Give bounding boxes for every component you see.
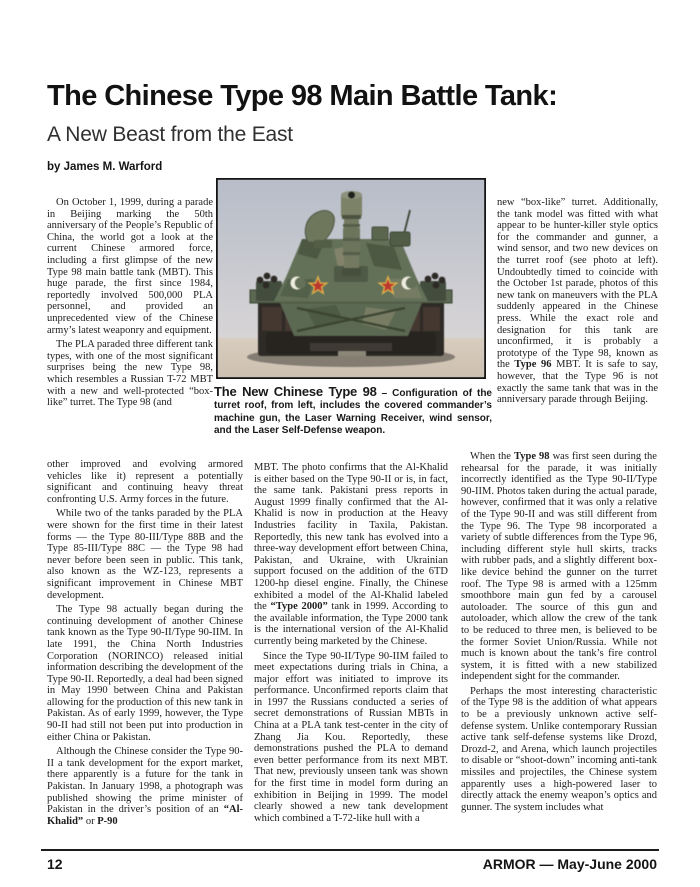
entrenching-blade [310,343,392,351]
tow-bar [338,351,366,356]
paragraph: Perhaps the most interesting characteristic of the Type 98 is the addition of what appears to be a previously unknown active self-defense system. Unlike contemporary Russian active tank self-defense systems like Drozd, Drozd-2, and Arena, which launch projectiles to disable or “shoot-down” incoming anti-tank missiles and projectiles, the Chinese system apparently uses a high-powered laser to directly attack the enemy weapon’s optics and gunner. The system includes what [461,685,657,813]
article-subtitle: A New Beast from the East [47,123,293,146]
photo-caption [214,386,492,437]
laser-self-defense-device [390,232,410,246]
column-left-bottom [47,459,243,851]
gun-bore [348,192,355,199]
paragraph: other improved and evolving armored vehicles like it) represent a potentially significant and continuing heavy threat confronting U.S. Army forces in the future. [47,459,243,505]
tank-photo-figure [214,178,492,437]
article-title: The Chinese Type 98 Main Battle Tank: [47,80,558,112]
paragraph: Since the Type 90-II/Type 90-IIM failed to meet expectations during trials in China, a major effort was initiated to improve its performance. Unconfirmed reports claim that in 1997 the Russians conducted a series of secret demonstrations of Russian MBTs in China at a PLA tank test-center in the city of Zhang Jia Kou. Reportedly, these demonstrations pushed the PLA to demand even better performance from its next MBT. That new, previously unseen tank was shown for the first time in model form during an exhibition in Beijing in 1999. The model clearly showed a new tank development which combined a T-72-like hull with a [254,650,448,824]
paragraph: When the Type 98 was first seen during the rehearsal for the parade, it was initially incorrectly identified as the Type 90-II/Type 90-IIM. Photos taken during the actual parade, however, confirmed that it was only a relative of the Type 90-II and was still different from the Type 96. The Type 98 incorporated a variety of subtle differences from the Type 96, including different style hull skirts, tracks with rubber pads, and a slightly different box-like device behind the gunner on the turret roof. The Type 98 is armed with a 125mm smoothbore main gun fed by a carousel autoloader. The source of this gun and autoloader, which allow the crew of the tank to be reduced to three men, is believed to be the former Soviet Union/Russia. While not much is known about the tank’s fire control system, it is fitted with a new stabilized independent sight for the commander. [461,451,657,683]
paragraph: MBT. The photo confirms that the Al-Khalid is either based on the Type 90-II or is, in fact, the same tank. Pakistani press reports in August 1999 finally confirmed that the Al-Khalid is now in production at the Heavy Industries facility in Taxila, Pakistan. Reportedly, this new tank has evolved into a three-way development effort between China, Pakistan, and Ukraine, with Ukrainian support focused on the addition of the 6TD 1200-hp diesel engine. Finally, the Chinese exhibited a model of the Al-Khalid labeled the “Type 2000” tank in 1999. According to the available information, the Type 2000 tank is the international version of the Al-Khalid currently being marketed by the Chinese. [254,462,448,647]
paragraph: The Type 98 actually began during the continuing development of another Chinese tank known as the Type 90-II/Type 90-IIM. In late 1991, the China North Industries Corporation (NORINCO) released initial information describing the development of the Type 90-II. Reportedly, a deal had been signed in May 1990 between China and Pakistan allowing for the production of this new tank in Pakistan. As of early 1999, however, the Type 90-II had still not been put into production in either China or Pakistan. [47,604,243,743]
laser-warning-receiver [372,227,388,240]
column-left-top [47,197,213,459]
paragraph: Although the Chinese consider the Type 90-II a tank development for the export market, there apparently is a future for the tank in Pakistan. In January 1998, a photograph was published showing the prime minister of Pakistan in the driver’s position of an “Al-Khalid” or P-90 [47,746,243,827]
paragraph: new “box-like” turret. Additionally, the tank model was fitted with what appear to be hunter-killer style optics for the commander and gunner, a wind sensor, and two new devices on the turret roof (see photo at left). Undoubtedly timed to coincide with the October 1st parade, photos of this new tank on maneuvers with the PLA suddenly appeared in the Chinese press. While the exact role and designation for this tank are unconfirmed, it is probably a prototype of the Type 98, known as the Type 96 MBT. It is safe to say, however, that the Type 96 is not exactly the same tank that was in the anniversary parade through Beijing. [497,197,658,406]
column-right-bottom [461,451,657,849]
caption-text: – Configuration of the turret roof, from left, includes the covered commander’s machine gun, the Laser Warning Receiver, wind sensor, and the Laser Self-Defense weapon. [214,388,492,436]
footer-rule [41,849,659,851]
type-98-tank-photo [216,178,486,379]
tank-illustration [218,180,484,377]
column-right-top [497,197,658,449]
column-middle-bottom [254,462,448,849]
paragraph: While two of the tanks paraded by the PLA were shown for the first time in their latest forms — the Type 80-III/Type 88B and the Type 85-III/Type 88C — the Type 98 had never before been seen in public. This tank, also known as the WZ-123, represents a significant improvement in Chinese MBT development. [47,508,243,601]
page-number: 12 [47,856,63,872]
paragraph: The PLA paraded three different tank types, with one of the most significant surprises being the new Type 98, which resembles a Russian T-72 MBT with a new and well-protected “box-like” turret. The Type 98 (and [47,339,213,409]
byline: by James M. Warford [47,161,163,173]
paragraph: On October 1, 1999, during a parade in Beijing marking the 50th anniversary of the People’s Republic of China, the world got a look at the current Chinese armored force, including a first glimpse of the new Type 98 main battle tank (MBT). This huge parade, the first since 1984, reportedly involved 500,000 PLA personnel, and provided an unprecedented view of the Chinese army’s latest weaponry and equipment. [47,197,213,336]
caption-lead: The New Chinese Type 98 [214,384,377,399]
mg-mount [314,240,332,248]
journal-title: ARMOR — May-June 2000 [482,856,657,872]
muzzle [341,191,362,219]
